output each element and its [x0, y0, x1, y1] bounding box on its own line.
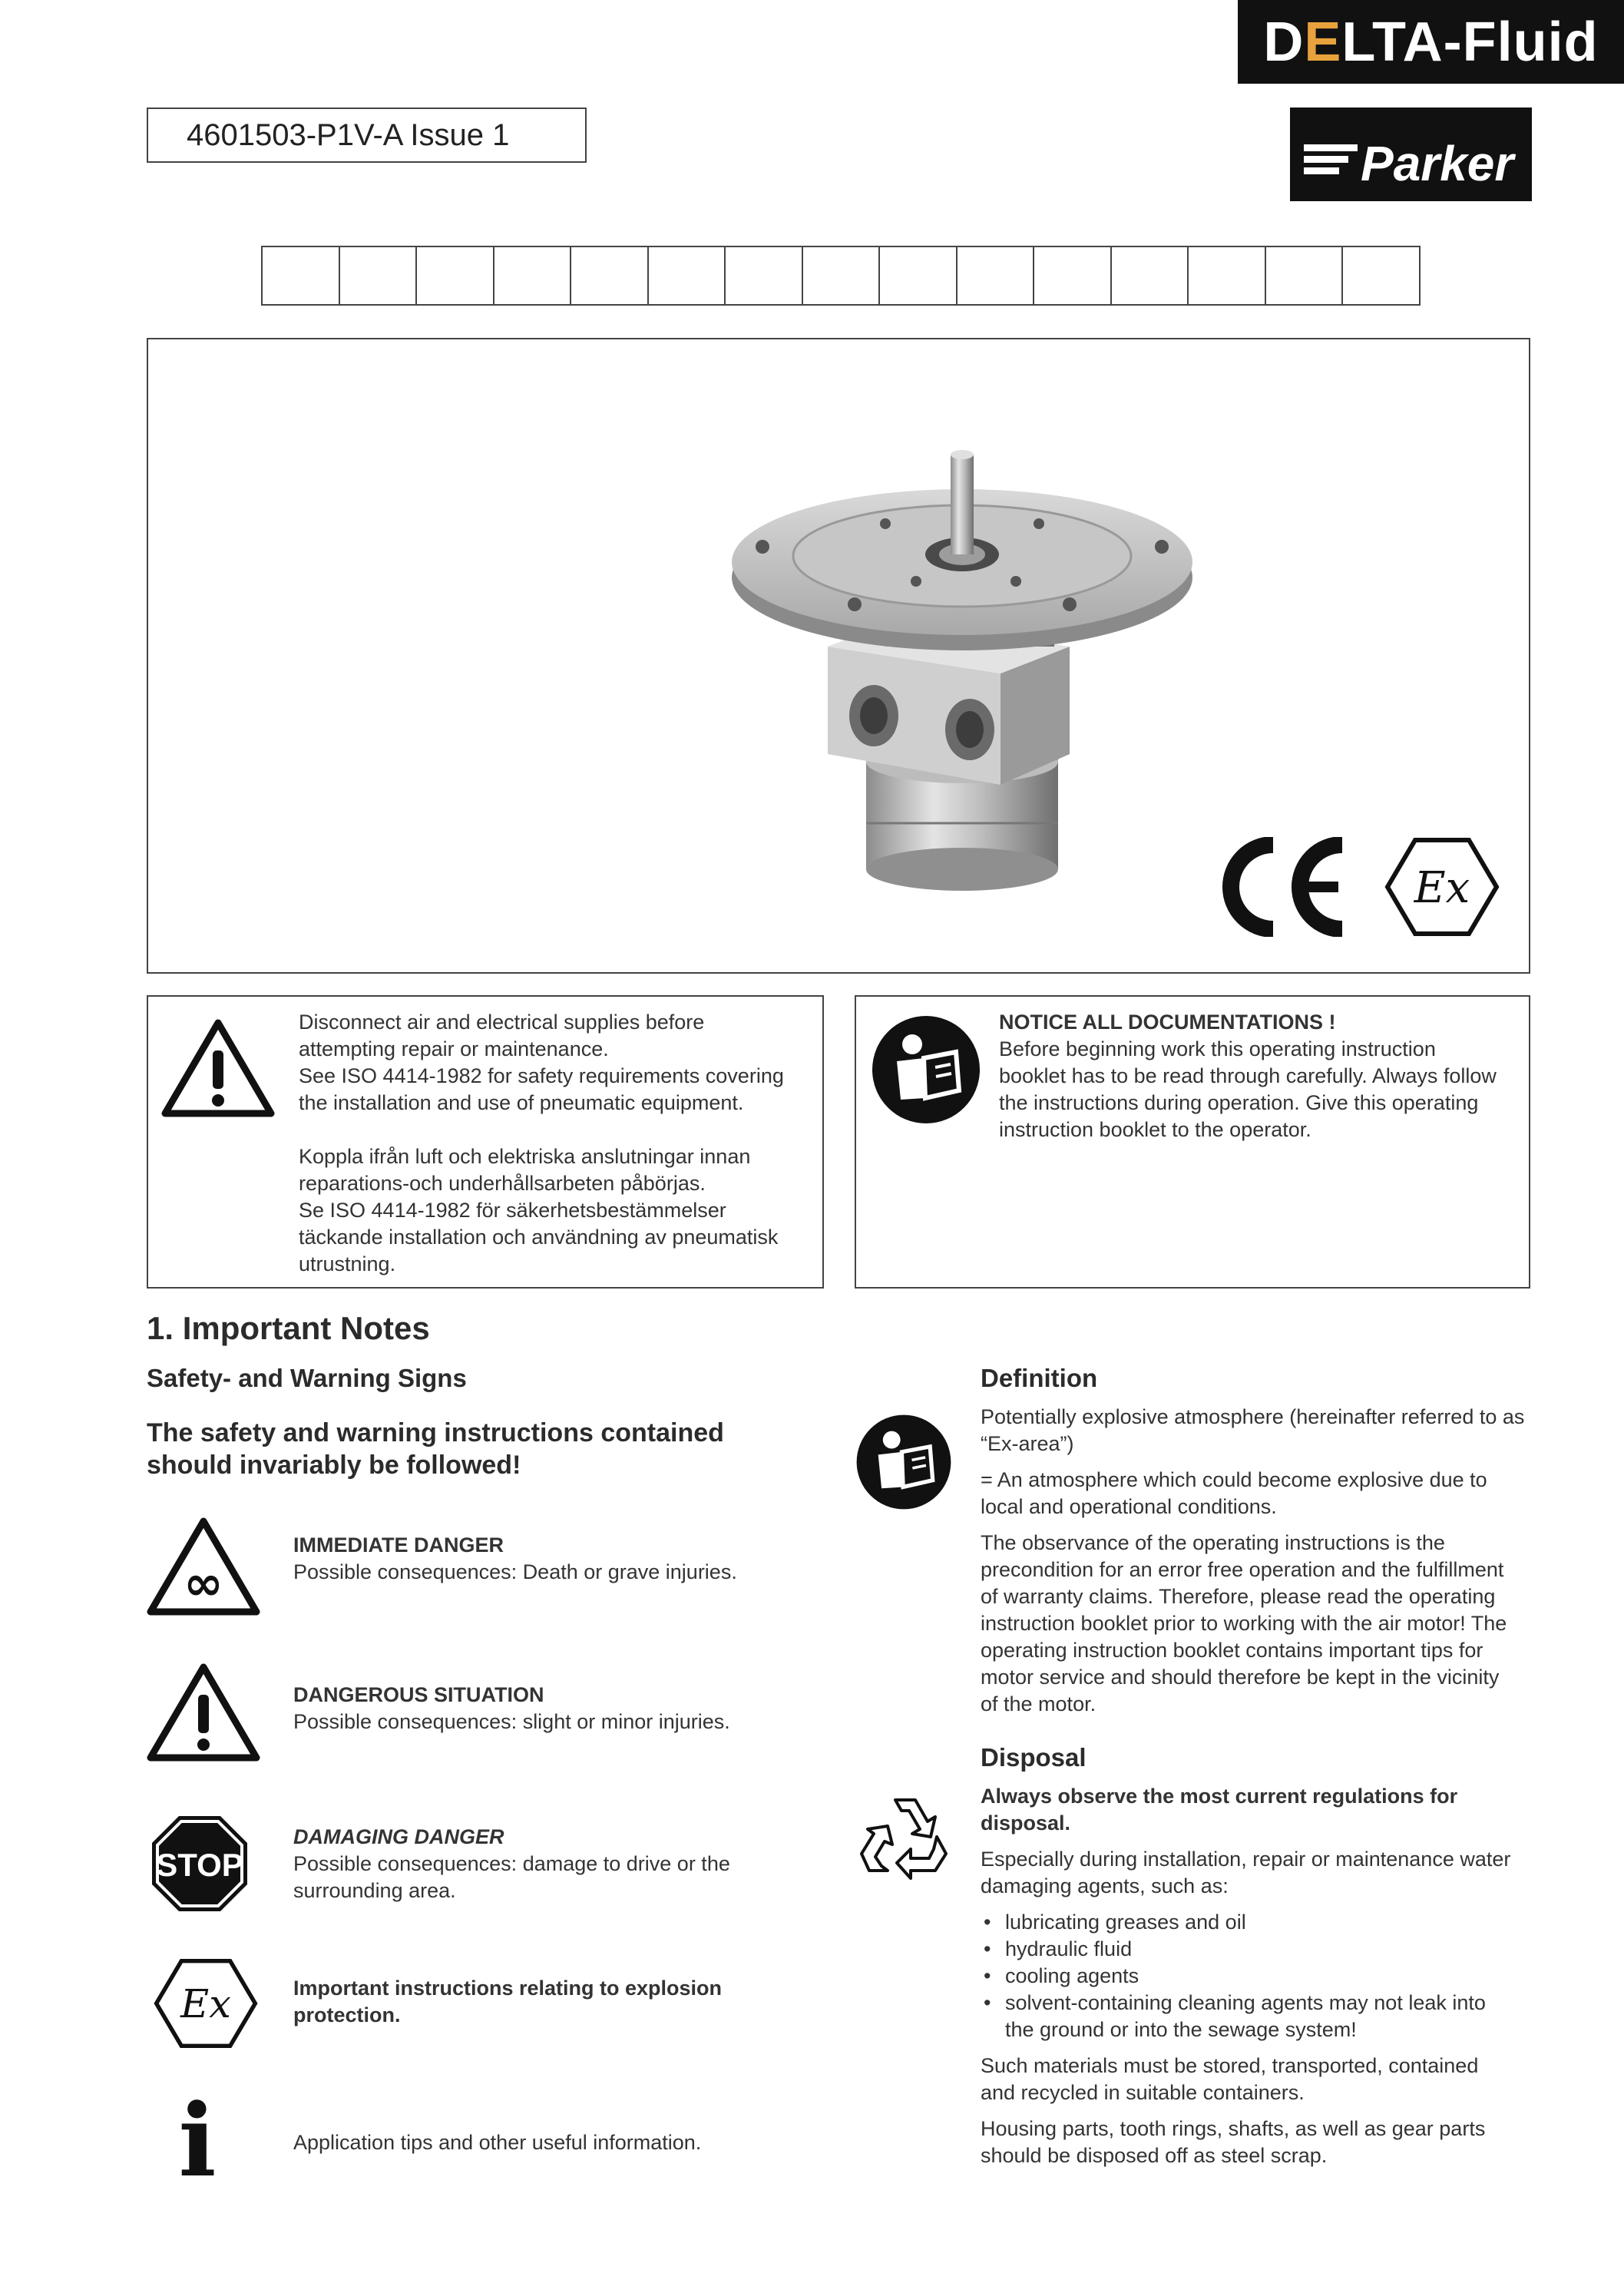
stop-label: STOP — [156, 1847, 243, 1883]
info-icon: i — [178, 2082, 217, 2199]
read-manual-icon-definition — [855, 1413, 953, 1511]
svg-text:Ex: Ex — [1414, 863, 1470, 913]
section-title: 1. Important Notes — [147, 1310, 430, 1346]
cell — [263, 247, 340, 304]
cell — [417, 247, 494, 304]
infinity-symbol: ∞ — [184, 1555, 223, 1611]
sign-damaging-danger — [293, 1824, 730, 1904]
definition-line: precondition for an error free operation and the fulfillment — [981, 1558, 1504, 1581]
safety-heading: Safety- and Warning Signs — [147, 1364, 467, 1392]
cell — [340, 247, 418, 304]
revision-cells — [261, 246, 1421, 306]
notice-text — [999, 1009, 1521, 1143]
cell — [803, 247, 881, 304]
warning-line: See ISO 4414-1982 for safety requirements covering — [299, 1064, 784, 1087]
cell — [649, 247, 726, 304]
logo-d: D — [1263, 11, 1305, 73]
warning-text — [299, 1009, 813, 1278]
disposal-line: should be disposed off as steel scrap. — [981, 2144, 1328, 2167]
cell — [494, 247, 572, 304]
air-motor-image — [609, 424, 1223, 892]
sign-title: protection. — [293, 2003, 401, 2026]
cell — [880, 247, 958, 304]
cell — [958, 247, 1035, 304]
disposal-line: Especially during installation, repair or maintenance water — [981, 1848, 1511, 1871]
svg-text:Ex: Ex — [180, 1981, 231, 2027]
warning-box — [147, 995, 824, 1289]
bullet-continuation: the ground or into the sewage system! — [1005, 2018, 1357, 2041]
logo-e: E — [1304, 11, 1342, 73]
parker-wordmark — [1290, 108, 1532, 201]
disposal-lead: disposal. — [981, 1811, 1071, 1834]
ex-hexagon-icon — [1384, 837, 1500, 937]
cell — [571, 247, 649, 304]
definition-line: = An atmosphere which could become explosive due to — [981, 1468, 1487, 1491]
notice-line: the instructions during operation. Give this operating — [999, 1091, 1479, 1114]
sign-explosion-protection — [293, 1975, 722, 2029]
definition-text — [981, 1404, 1533, 1718]
warning-line-sv: reparations-och underhållsarbeten påbörjas. — [299, 1172, 706, 1195]
warning-line: attempting repair or maintenance. — [299, 1037, 609, 1060]
read-manual-icon — [870, 1014, 982, 1126]
disposal-lead: Always observe the most current regulations for — [981, 1785, 1458, 1808]
sign-info: Application tips and other useful information. — [293, 2131, 702, 2154]
logo-suffix: LTA-Fluid — [1341, 11, 1599, 73]
notice-box — [855, 995, 1530, 1289]
disposal-bullets — [981, 1909, 1533, 2016]
disposal-line: damaging agents, such as: — [981, 1874, 1229, 1897]
definition-line: The observance of the operating instructions is the — [981, 1531, 1445, 1554]
cell — [726, 247, 803, 304]
stop-sign-icon — [150, 1814, 250, 1914]
sign-text: surrounding area. — [293, 1879, 456, 1902]
cell — [1266, 247, 1344, 304]
sign-dangerous-situation — [293, 1682, 730, 1735]
bullet-item: • cooling agents — [981, 1963, 1533, 1990]
ex-protection-icon — [154, 1958, 258, 2049]
warning-line-sv: Koppla ifrån luft och elektriska anslutningar innan — [299, 1145, 751, 1168]
definition-line: motor service and should therefore be kept in the vicinity — [981, 1666, 1500, 1689]
warning-line: the installation and use of pneumatic equipment. — [299, 1091, 744, 1114]
sign-title: DANGEROUS SITUATION — [293, 1683, 544, 1706]
sign-title: IMMEDIATE DANGER — [293, 1533, 504, 1557]
warning-triangle-icon — [160, 1018, 276, 1118]
sign-text: Possible consequences: damage to drive or the — [293, 1852, 730, 1875]
disposal-line: and recycled in suitable containers. — [981, 2081, 1305, 2104]
cell — [1189, 247, 1266, 304]
dangerous-situation-icon — [146, 1662, 261, 1762]
safety-lead — [147, 1417, 838, 1481]
notice-line: booklet has to be read through carefully. Always follow — [999, 1064, 1497, 1087]
warning-line: Disconnect air and electrical supplies before — [299, 1011, 705, 1034]
sign-text: Possible consequences: Death or grave injuries. — [293, 1560, 737, 1583]
warning-line-sv: täckande installation och användning av pneumatisk — [299, 1226, 779, 1249]
definition-line: Potentially explosive atmosphere (hereinafter referred to as — [981, 1405, 1525, 1428]
lead-line: should invariably be followed! — [147, 1451, 521, 1480]
immediate-danger-icon — [146, 1517, 261, 1616]
cell — [1343, 247, 1419, 304]
cell — [1034, 247, 1112, 304]
definition-line: instruction booklet prior to working with the air motor! The — [981, 1612, 1507, 1635]
definition-line: local and operational conditions. — [981, 1495, 1277, 1518]
sign-text: Possible consequences: slight or minor injuries. — [293, 1710, 730, 1733]
bullet-item: • hydraulic fluid — [981, 1936, 1533, 1963]
parker-text: Parker — [1361, 136, 1514, 191]
definition-line: “Ex-area”) — [981, 1432, 1074, 1455]
lead-line: The safety and warning instructions contained — [147, 1418, 724, 1447]
document-id: 4601503-P1V-A Issue 1 — [147, 108, 587, 163]
product-image-frame — [147, 338, 1530, 974]
warning-line-sv: Se ISO 4414-1982 för säkerhetsbestämmelser — [299, 1199, 726, 1222]
definition-line: of warranty claims. Therefore, please read the operating — [981, 1585, 1496, 1608]
sign-title: Important instructions relating to explosion — [293, 1977, 723, 2000]
sign-title: DAMAGING DANGER — [293, 1825, 504, 1848]
disposal-heading: Disposal — [981, 1743, 1087, 1772]
notice-line: Before beginning work this operating instruction — [999, 1037, 1436, 1060]
cell — [1112, 247, 1189, 304]
definition-line: of the motor. — [981, 1692, 1096, 1715]
bullet-item: • lubricating greases and oil — [981, 1909, 1533, 1936]
sign-immediate-danger — [293, 1532, 737, 1586]
recycle-icon — [857, 1789, 954, 1881]
disposal-line: Housing parts, tooth rings, shafts, as well as gear parts — [981, 2117, 1486, 2140]
warning-line-sv: utrustning. — [299, 1252, 396, 1275]
notice-line: instruction booklet to the operator. — [999, 1118, 1311, 1141]
delta-fluid-logo — [1238, 0, 1624, 84]
disposal-text — [981, 1783, 1533, 2169]
bullet-item: • solvent-containing cleaning agents may not leak into — [981, 1990, 1533, 2016]
parker-logo — [1290, 108, 1532, 201]
notice-title: NOTICE ALL DOCUMENTATIONS ! — [999, 1011, 1336, 1034]
definition-line: operating instruction booklet contains important tips for — [981, 1639, 1483, 1662]
definition-heading: Definition — [981, 1364, 1098, 1392]
ce-mark-icon — [1219, 837, 1358, 937]
disposal-line: Such materials must be stored, transported, contained — [981, 2054, 1479, 2077]
